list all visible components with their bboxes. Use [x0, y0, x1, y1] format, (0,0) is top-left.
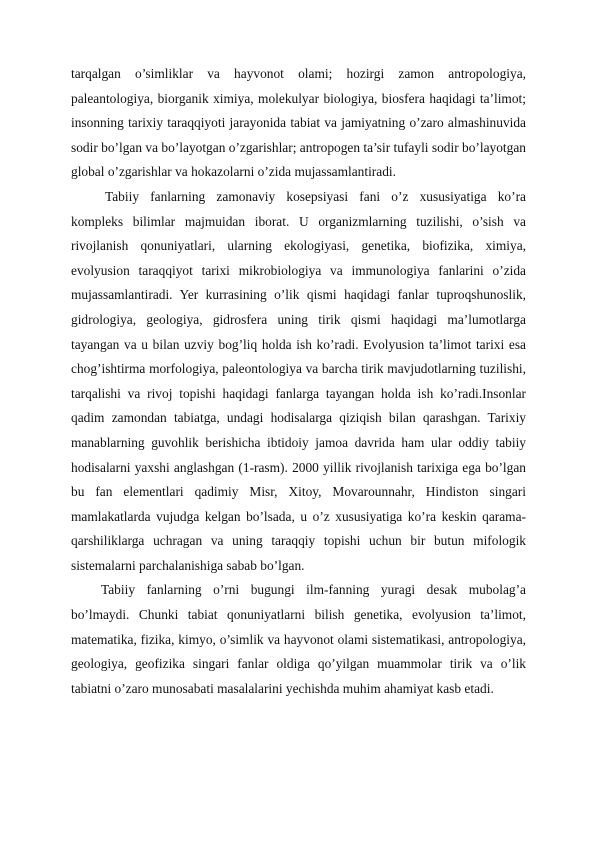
document-page [71, 62, 526, 701]
paragraph-continuation: tarqalgan o’simliklar va hayvonot olami; hozirgi zamon antropologiya, paleantologiya, biorganik ximiya, molekulyar biologiya, biosfera haqidagi ta’limot; insonning tarixiy taraqqiyoti jarayonida tabiat va jamiyatning o’zaro almashinuvida sodir bo’lgan va bo’layotgan o’zgarishlar; antropogen ta’sir tufayli sodir bo’layotgan global o’zgarishlar va hokazolarni o’zida mujassamlantiradi. [71, 66, 526, 180]
paragraph-natural-sciences-concept: Tabiiy fanlarning zamonaviy kosepsiyasi fani o’z xususiyatiga ko’ra kompleks bilimlar majmuidan iborat. U organizmlarning tuzilishi, o’sish va rivojlanish qonuniyatlari, ularning ekologiyasi, genetika, biofizika, ximiya, evolyusion taraqqiyot tarixi mikrobiologiya va immunologiya fanlarini o’zida mujassamlantiradi. Yer kurrasining o’lik qismi haqidagi fanlar tuproqshunoslik, gidrologiya, geologiya, gidrosfera uning tirik qismi haqidagi ma’lumotlarga tayangan va u bilan uzviy bog’liq holda ish ko’radi. Evolyusion ta’limot tarixi esa chog’ishtirma morfologiya, paleontologiya va barcha tirik mavjudotlarning tuzilishi, tarqalishi va rivoj topishi haqidagi fanlarga tayangan holda ish ko’radi.Insonlar qadim zamondan tabiatga, undagi hodisalarga qiziqish bilan qarashgan. Tarixiy manablarning guvohlik berishicha ibtidoiy jamoa davrida ham ular oddiy tabiiy hodisalarni yaxshi anglashgan (1-rasm). 2000 yillik rivojlanish tarixiga ega bo’lgan bu fan elementlari qadimiy Misr, Xitoy, Movarounnahr, Hindiston singari mamlakatlarda vujudga kelgan bo’lsada, u o’z xususiyatiga ko’ra keskin qarama-qarshiliklarga uchragan va uning taraqqiy topishi uchun bir butun mifologik sistemalarni parchalanishiga sabab bo’lgan. [71, 188, 526, 573]
paragraph-role-of-natural-sciences: Tabiiy fanlarning o’rni bugungi ilm-fanning yuragi desak mubolag’a bo’lmaydi. Chunki tabiat qonuniyatlarni bilish genetika, evolyusion ta’limot, matematika, fizika, kimyo, o’simlik va hayvonot olami sistematikasi, antropologiya, geologiya, geofizika singari fanlar oldiga qo’yilgan muammolar tirik va o’lik tabiatni o’zaro munosabati masalalarini yechishda muhim ahamiyat kasb etadi. [71, 582, 526, 696]
